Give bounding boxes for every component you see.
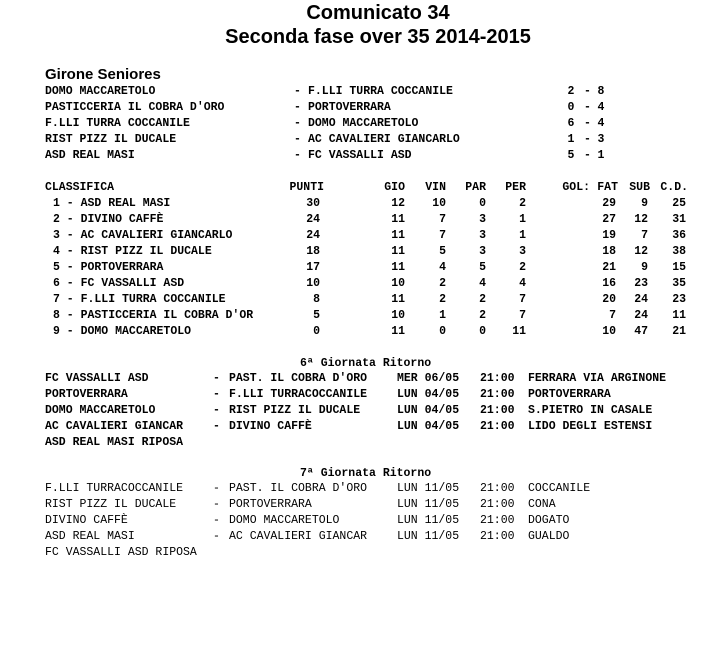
points: 18 bbox=[306, 245, 320, 258]
standings-row bbox=[0, 324, 714, 340]
won: 7 bbox=[439, 213, 446, 226]
header-punti: PUNTI bbox=[289, 181, 324, 194]
points: 5 bbox=[313, 309, 320, 322]
team-name: 4 - RIST PIZZ IL DUCALE bbox=[53, 245, 212, 258]
goals-for: 16 bbox=[602, 277, 616, 290]
fixture-venue: CONA bbox=[528, 498, 556, 511]
score-dash: - bbox=[584, 117, 591, 130]
fixture-date: LUN 04/05 bbox=[397, 388, 460, 401]
fixture-time: 21:00 bbox=[480, 482, 515, 495]
fixture-date: MER 06/05 bbox=[397, 372, 460, 385]
won: 2 bbox=[439, 277, 446, 290]
fixture-venue: COCCANILE bbox=[528, 482, 591, 495]
played: 10 bbox=[391, 309, 405, 322]
fixture-date: LUN 11/05 bbox=[397, 482, 460, 495]
result-row bbox=[0, 84, 714, 100]
won: 5 bbox=[439, 245, 446, 258]
standings-row bbox=[0, 260, 714, 276]
header-gol: GOL: bbox=[562, 181, 590, 194]
standings-row bbox=[0, 196, 714, 212]
fixture-home: DOMO MACCARETOLO bbox=[45, 404, 156, 417]
standings-row bbox=[0, 276, 714, 292]
round-6-title: 6ª Giornata Ritorno bbox=[300, 357, 432, 370]
drawn: 2 bbox=[479, 309, 486, 322]
fixture-away: PORTOVERRARA bbox=[229, 498, 312, 511]
goals-against: 47 bbox=[634, 325, 648, 338]
points: 10 bbox=[306, 277, 320, 290]
discipline: 31 bbox=[672, 213, 686, 226]
drawn: 5 bbox=[479, 261, 486, 274]
discipline: 38 bbox=[672, 245, 686, 258]
points: 0 bbox=[313, 325, 320, 338]
fixture-away: PAST. IL COBRA D'ORO bbox=[229, 482, 368, 495]
fixture-away: RIST PIZZ IL DUCALE bbox=[229, 404, 361, 417]
result-score-home: 6 bbox=[567, 117, 575, 130]
goals-against: 12 bbox=[634, 245, 648, 258]
drawn: 2 bbox=[479, 293, 486, 306]
lost: 3 bbox=[519, 245, 526, 258]
team-name: 5 - PORTOVERRARA bbox=[53, 261, 164, 274]
fixture-home: RIST PIZZ IL DUCALE bbox=[45, 498, 177, 511]
result-away-team: DOMO MACCARETOLO bbox=[308, 117, 419, 130]
header-gio: GIO bbox=[384, 181, 405, 194]
goals-against: 24 bbox=[634, 309, 648, 322]
played: 11 bbox=[391, 213, 405, 226]
drawn: 0 bbox=[479, 197, 486, 210]
played: 10 bbox=[391, 277, 405, 290]
header-fat: FAT bbox=[597, 181, 618, 194]
goals-for: 7 bbox=[609, 309, 616, 322]
result-separator: - bbox=[294, 117, 301, 130]
result-row bbox=[0, 148, 714, 164]
drawn: 0 bbox=[479, 325, 486, 338]
fixture-row bbox=[0, 529, 714, 545]
fixture-home: DIVINO CAFFÈ bbox=[45, 514, 128, 527]
standings-row bbox=[0, 308, 714, 324]
team-name: 3 - AC CAVALIERI GIANCARLO bbox=[53, 229, 233, 242]
result-score-away: 4 bbox=[597, 117, 605, 130]
fixture-separator: - bbox=[213, 372, 220, 385]
drawn: 3 bbox=[479, 229, 486, 242]
fixture-separator: - bbox=[213, 388, 220, 401]
result-row bbox=[0, 116, 714, 132]
fixture-separator: - bbox=[213, 404, 220, 417]
team-name: 1 - ASD REAL MASI bbox=[53, 197, 171, 210]
result-away-team: AC CAVALIERI GIANCARLO bbox=[308, 133, 460, 146]
result-row bbox=[0, 132, 714, 148]
team-name: 8 - PASTICCERIA IL COBRA D'OR bbox=[53, 309, 254, 322]
page-title: Comunicato 34 bbox=[306, 2, 450, 24]
fixture-away: AC CAVALIERI GIANCAR bbox=[229, 530, 368, 543]
fixture-separator: - bbox=[213, 530, 220, 543]
won: 2 bbox=[439, 293, 446, 306]
discipline: 11 bbox=[672, 309, 686, 322]
fixture-home: PORTOVERRARA bbox=[45, 388, 128, 401]
lost: 2 bbox=[519, 261, 526, 274]
lost: 2 bbox=[519, 197, 526, 210]
fixture-away: F.LLI TURRACOCCANILE bbox=[229, 388, 368, 401]
result-home-team: PASTICCERIA IL COBRA D'ORO bbox=[45, 101, 225, 114]
discipline: 23 bbox=[672, 293, 686, 306]
played: 12 bbox=[391, 197, 405, 210]
fixture-venue: PORTOVERRARA bbox=[528, 388, 611, 401]
score-dash: - bbox=[584, 149, 591, 162]
page-subtitle: Seconda fase over 35 2014-2015 bbox=[225, 26, 531, 48]
result-away-team: PORTOVERRARA bbox=[308, 101, 391, 114]
points: 24 bbox=[306, 213, 320, 226]
result-score-away: 4 bbox=[597, 101, 605, 114]
result-score-home: 1 bbox=[567, 133, 575, 146]
fixture-date: LUN 04/05 bbox=[397, 420, 460, 433]
goals-for: 21 bbox=[602, 261, 616, 274]
fixture-time: 21:00 bbox=[480, 404, 515, 417]
fixture-row bbox=[0, 481, 714, 497]
discipline: 35 bbox=[672, 277, 686, 290]
header-vin: VIN bbox=[425, 181, 446, 194]
fixture-venue: DOGATO bbox=[528, 514, 570, 527]
points: 24 bbox=[306, 229, 320, 242]
fixture-time: 21:00 bbox=[480, 498, 515, 511]
goals-against: 9 bbox=[641, 261, 648, 274]
fixture-home: FC VASSALLI ASD bbox=[45, 372, 149, 385]
result-home-team: F.LLI TURRA COCCANILE bbox=[45, 117, 190, 130]
team-name: 2 - DIVINO CAFFÈ bbox=[53, 213, 164, 226]
header-classifica: CLASSIFICA bbox=[45, 181, 115, 194]
points: 17 bbox=[306, 261, 320, 274]
result-score-home: 0 bbox=[567, 101, 575, 114]
fixture-time: 21:00 bbox=[480, 388, 515, 401]
round-7-rest: FC VASSALLI ASD RIPOSA bbox=[45, 546, 197, 559]
score-dash: - bbox=[584, 101, 591, 114]
fixture-separator: - bbox=[213, 420, 220, 433]
standings-row bbox=[0, 292, 714, 308]
goals-against: 9 bbox=[641, 197, 648, 210]
fixture-home: ASD REAL MASI bbox=[45, 530, 135, 543]
played: 11 bbox=[391, 229, 405, 242]
won: 4 bbox=[439, 261, 446, 274]
fixture-time: 21:00 bbox=[480, 530, 515, 543]
played: 11 bbox=[391, 293, 405, 306]
result-score-away: 8 bbox=[597, 85, 605, 98]
fixture-away: DIVINO CAFFÈ bbox=[229, 420, 312, 433]
fixture-row bbox=[0, 371, 714, 387]
played: 11 bbox=[391, 325, 405, 338]
standings-header bbox=[0, 180, 714, 196]
fixture-date: LUN 11/05 bbox=[397, 530, 460, 543]
result-separator: - bbox=[294, 149, 301, 162]
result-score-home: 5 bbox=[567, 149, 575, 162]
discipline: 36 bbox=[672, 229, 686, 242]
fixture-time: 21:00 bbox=[480, 372, 515, 385]
fixture-separator: - bbox=[213, 514, 220, 527]
played: 11 bbox=[391, 261, 405, 274]
fixture-away: DOMO MACCARETOLO bbox=[229, 514, 340, 527]
header-cd: C.D. bbox=[660, 181, 688, 194]
standings-row bbox=[0, 212, 714, 228]
standings-row bbox=[0, 228, 714, 244]
team-name: 9 - DOMO MACCARETOLO bbox=[53, 325, 192, 338]
fixture-home: AC CAVALIERI GIANCAR bbox=[45, 420, 184, 433]
goals-against: 24 bbox=[634, 293, 648, 306]
standings-row bbox=[0, 244, 714, 260]
fixture-row bbox=[0, 513, 714, 529]
team-name: 7 - F.LLI TURRA COCCANILE bbox=[53, 293, 226, 306]
result-score-away: 1 bbox=[597, 149, 605, 162]
points: 8 bbox=[313, 293, 320, 306]
header-per: PER bbox=[505, 181, 526, 194]
result-away-team: F.LLI TURRA COCCANILE bbox=[308, 85, 453, 98]
result-separator: - bbox=[294, 101, 301, 114]
score-dash: - bbox=[584, 133, 591, 146]
lost: 1 bbox=[519, 213, 526, 226]
drawn: 4 bbox=[479, 277, 486, 290]
goals-for: 20 bbox=[602, 293, 616, 306]
points: 30 bbox=[306, 197, 320, 210]
goals-against: 23 bbox=[634, 277, 648, 290]
result-separator: - bbox=[294, 133, 301, 146]
discipline: 15 bbox=[672, 261, 686, 274]
header-sub: SUB bbox=[629, 181, 650, 194]
lost: 4 bbox=[519, 277, 526, 290]
fixture-away: PAST. IL COBRA D'ORO bbox=[229, 372, 368, 385]
result-away-team: FC VASSALLI ASD bbox=[308, 149, 412, 162]
lost: 1 bbox=[519, 229, 526, 242]
result-score-away: 3 bbox=[597, 133, 605, 146]
score-dash: - bbox=[584, 85, 591, 98]
goals-for: 10 bbox=[602, 325, 616, 338]
discipline: 25 bbox=[672, 197, 686, 210]
drawn: 3 bbox=[479, 213, 486, 226]
fixture-date: LUN 11/05 bbox=[397, 498, 460, 511]
fixture-separator: - bbox=[213, 482, 220, 495]
result-home-team: DOMO MACCARETOLO bbox=[45, 85, 156, 98]
goals-for: 19 bbox=[602, 229, 616, 242]
fixture-date: LUN 11/05 bbox=[397, 514, 460, 527]
result-home-team: RIST PIZZ IL DUCALE bbox=[45, 133, 177, 146]
won: 1 bbox=[439, 309, 446, 322]
fixture-time: 21:00 bbox=[480, 420, 515, 433]
goals-for: 29 bbox=[602, 197, 616, 210]
discipline: 21 bbox=[672, 325, 686, 338]
fixture-home: F.LLI TURRACOCCANILE bbox=[45, 482, 184, 495]
goals-for: 27 bbox=[602, 213, 616, 226]
won: 7 bbox=[439, 229, 446, 242]
result-separator: - bbox=[294, 85, 301, 98]
won: 0 bbox=[439, 325, 446, 338]
fixture-separator: - bbox=[213, 498, 220, 511]
round-6-rest: ASD REAL MASI RIPOSA bbox=[45, 436, 184, 449]
fixture-venue: LIDO DEGLI ESTENSI bbox=[528, 420, 653, 433]
drawn: 3 bbox=[479, 245, 486, 258]
round-7-title: 7ª Giornata Ritorno bbox=[300, 467, 432, 480]
group-title: Girone Seniores bbox=[45, 66, 161, 83]
won: 10 bbox=[432, 197, 446, 210]
team-name: 6 - FC VASSALLI ASD bbox=[53, 277, 185, 290]
fixture-row bbox=[0, 497, 714, 513]
fixture-date: LUN 04/05 bbox=[397, 404, 460, 417]
fixture-row bbox=[0, 403, 714, 419]
result-row bbox=[0, 100, 714, 116]
lost: 7 bbox=[519, 309, 526, 322]
result-home-team: ASD REAL MASI bbox=[45, 149, 135, 162]
header-par: PAR bbox=[465, 181, 486, 194]
fixture-venue: S.PIETRO IN CASALE bbox=[528, 404, 653, 417]
played: 11 bbox=[391, 245, 405, 258]
fixture-row bbox=[0, 387, 714, 403]
goals-for: 18 bbox=[602, 245, 616, 258]
result-score-home: 2 bbox=[567, 85, 575, 98]
fixture-venue: FERRARA VIA ARGINONE bbox=[528, 372, 667, 385]
fixture-venue: GUALDO bbox=[528, 530, 570, 543]
goals-against: 12 bbox=[634, 213, 648, 226]
fixture-row bbox=[0, 419, 714, 435]
goals-against: 7 bbox=[641, 229, 648, 242]
fixture-time: 21:00 bbox=[480, 514, 515, 527]
lost: 11 bbox=[512, 325, 526, 338]
lost: 7 bbox=[519, 293, 526, 306]
